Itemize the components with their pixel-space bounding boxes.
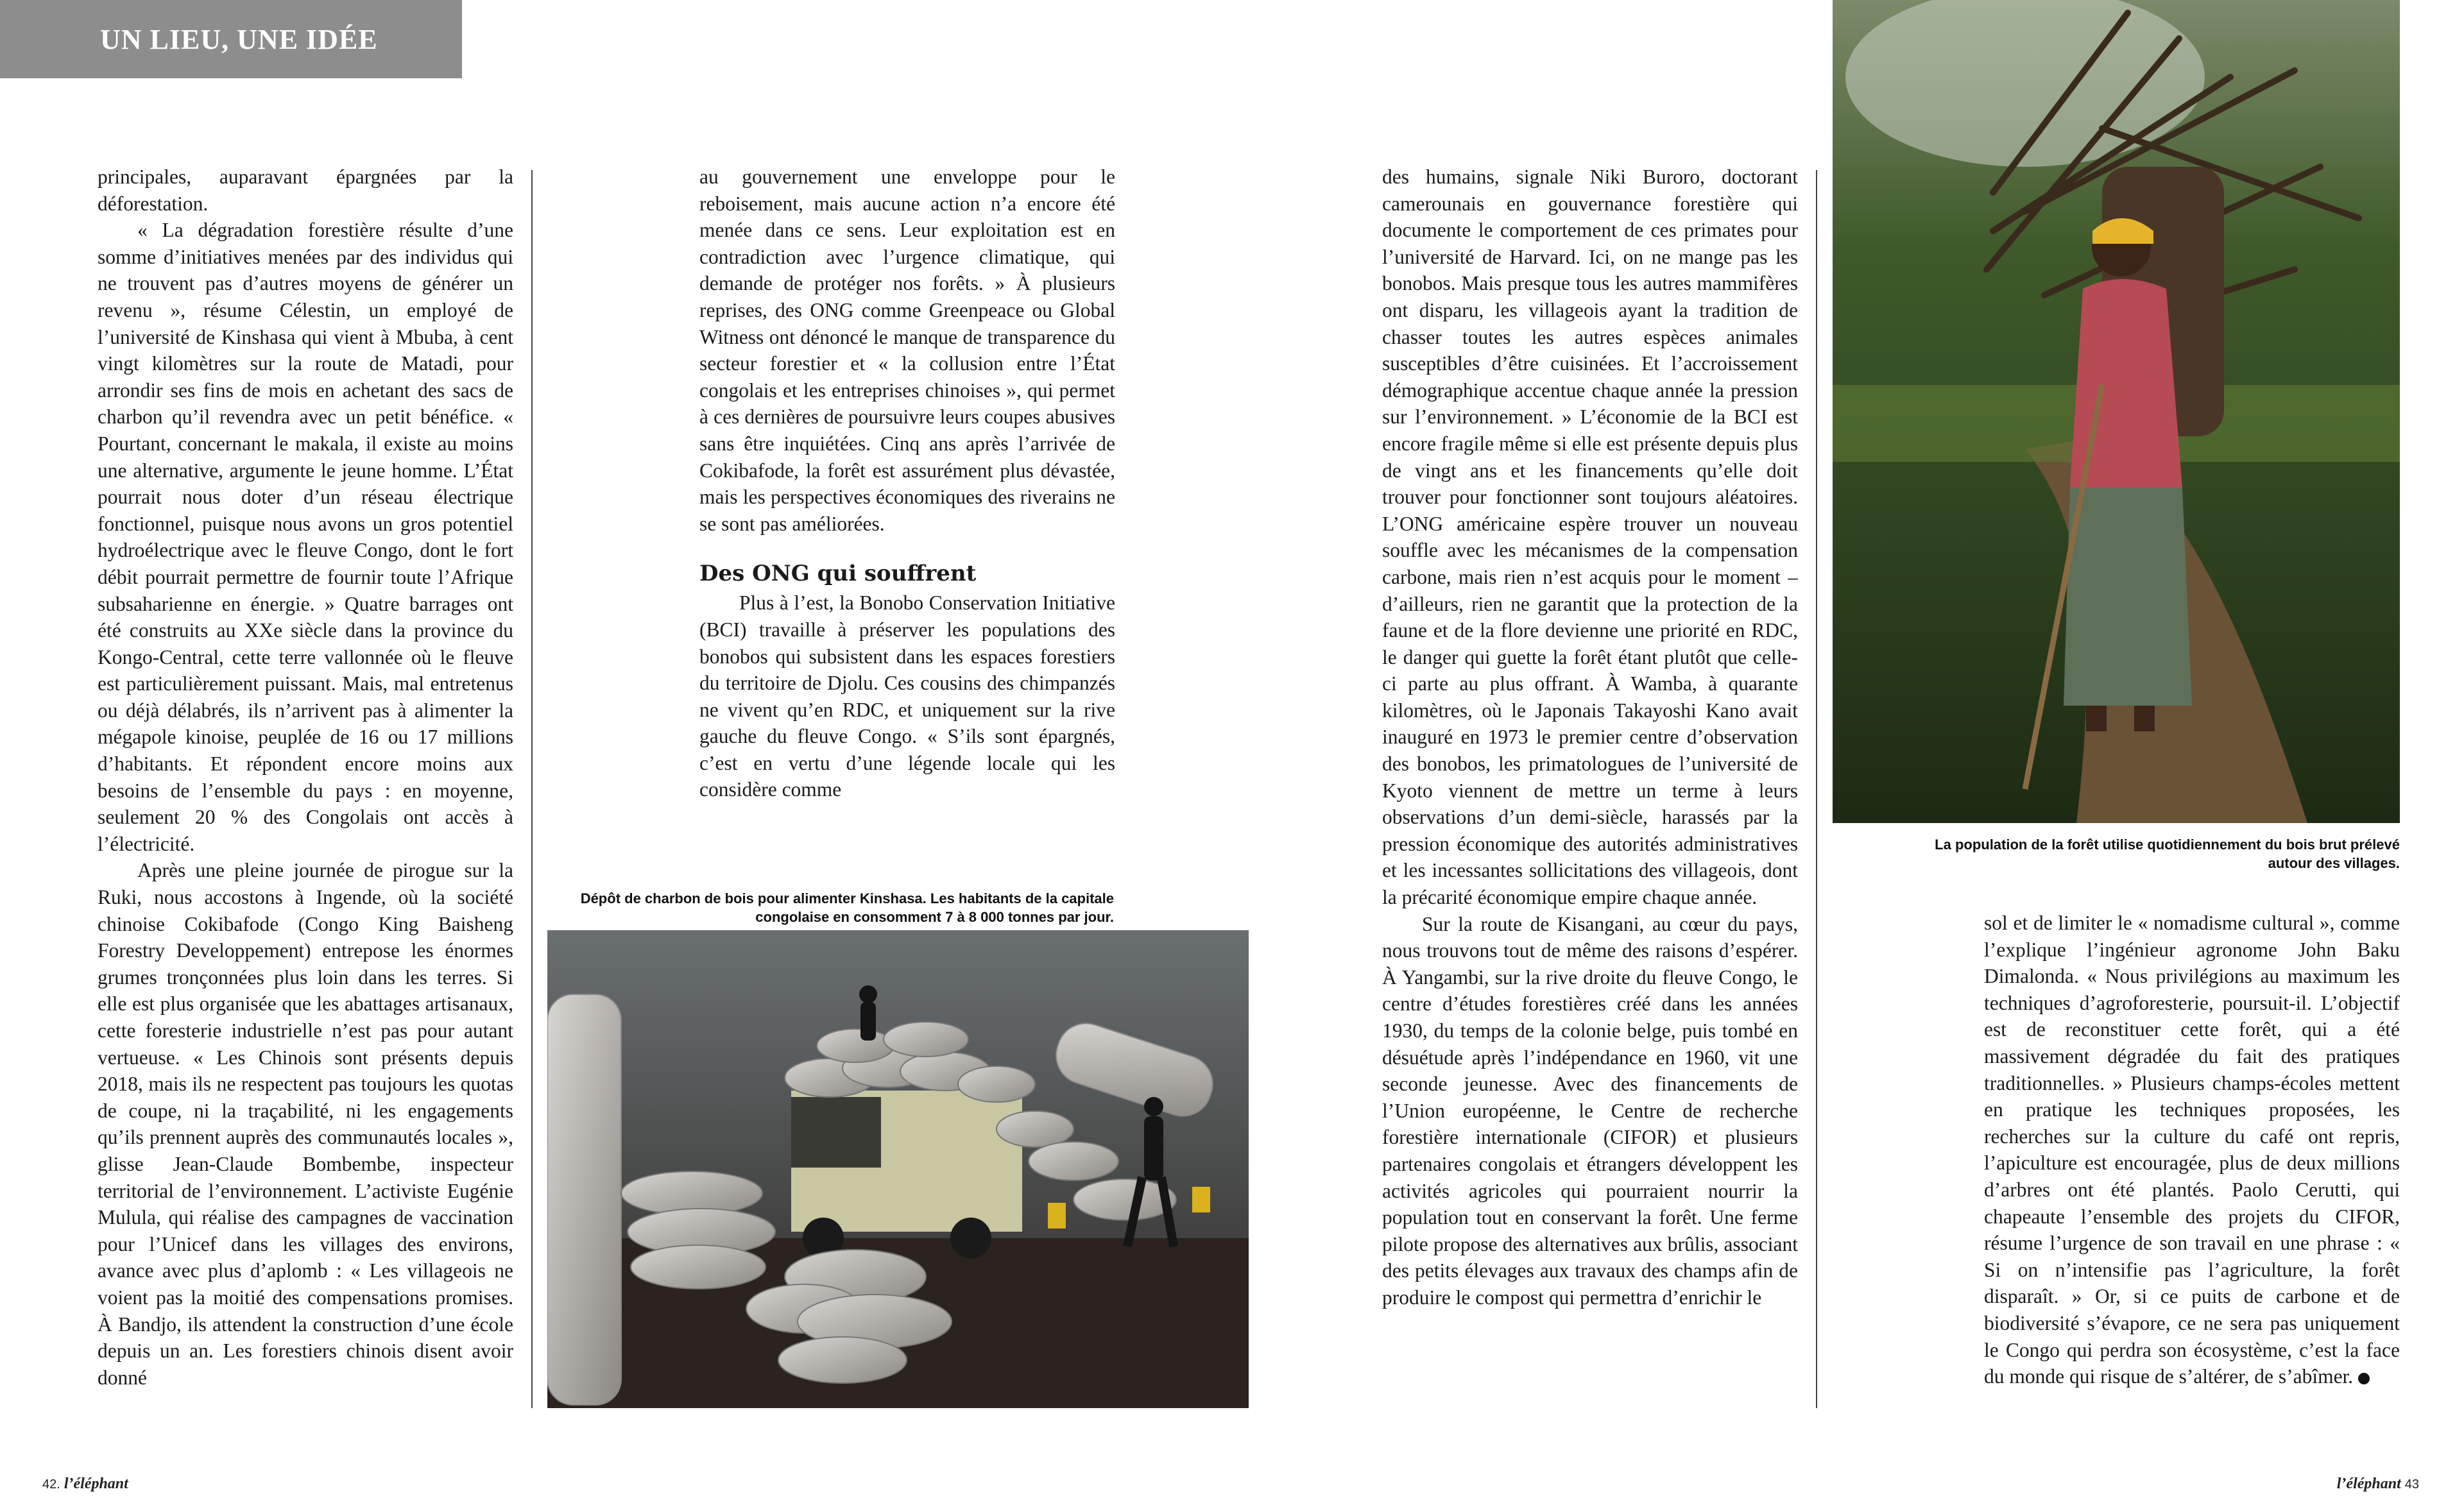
- article-column-1: [98, 164, 513, 1415]
- article-column-4: [1984, 910, 2400, 1416]
- charcoal-depot-image: [547, 930, 1249, 1408]
- end-of-article-bullet: [2358, 1373, 2370, 1384]
- paragraph: « La dégradation forestière résulte d’une somme d’initiatives menées par des individus qui ne trouvent pas d’autres moyens de générer un revenu », résume Célestin, un employé de l’université de Kinshasa qui vient à Mbuba, à cent vingt kilomètres sur la route de Matadi, pour arrondir ses fins de mois en achetant des sacs de charbon qu’il revendra avec un petit bénéfice. « Pourtant, concernant le makala, il existe au moins une alternative, argumente le jeune homme. L’État pourrait nous doter d’un réseau électrique fonctionnel, puisque nous avons un gros potentiel hydroélectrique avec le fleuve Congo, dont le fort débit pourrait permettre de fournir toute l’Afrique subsaharienne en énergie. » Quatre barrages ont été construits au XXe siècle dans la province du Kongo-Central, cette terre vallonnée où le fleuve est particulièrement puissant. Mais, mal entretenus ou déjà délabrés, ils n’arrivent pas à alimenter la mégapole kinoise, peuplée de 16 ou 17 millions d’habitants. Et répondent encore moins aux besoins de l’ensemble du pays : en moyenne, seulement 20 % des Congolais ont accès à l’électricité.: [98, 219, 513, 855]
- brand-logo-left: l’éléphant: [64, 1475, 128, 1492]
- photo-caption-woman: La population de la forêt utilise quotidiennement du bois brut prélevé autour des villages.: [1935, 837, 2400, 871]
- folio-right: [2337, 1475, 2419, 1493]
- folio-left: [42, 1475, 128, 1493]
- section-tag: UN LIEU, UNE IDÉE: [0, 0, 462, 78]
- paragraph: principales, auparavant épargnées par la déforestation.: [98, 166, 513, 215]
- photo-woman-carrying-wood: [1833, 0, 2400, 823]
- paragraph: sol et de limiter le « nomadisme cultural », comme l’explique l’ingénieur agronome John Baku Dimalonda. « Nous privilégions au maximum les techniques d’agroforesterie, poursuit-il. L’objectif est de reconstituer cette forêt, qui a été massivement dégradée du fait des pratiques traditionnelles. » Plusieurs champs-écoles mettent en pratique les techniques proposées, les recherches sur la culture du café ont repris, l’apiculture est encouragée, plus de deux millions d’arbres ont été plantés. Paolo Cerutti, qui chapeaute l’ensemble des projets du CIFOR, résume l’urgence de son travail en une phrase : « Si on n’intensifie pas l’agriculture, la forêt disparaît. » Or, si ce puits de carbone et de biodiversité s’évapore, ce ne sera pas uniquement le Congo qui perdra son écosystème, c’est la face du monde qui risque de s’altérer, de s’abîmer.: [1984, 912, 2400, 1388]
- column-divider: [531, 170, 533, 1408]
- article-column-3: [1382, 164, 1798, 1415]
- brand-logo-right: l’éléphant: [2336, 1475, 2401, 1492]
- photo-caption-charcoal: Dépôt de charbon de bois pour alimenter Kinshasa. Les habitants de la capitale congolaise en consomment 7 à 8 000 tonnes par jour.: [580, 890, 1114, 925]
- page-number-right: 43: [2404, 1477, 2419, 1492]
- article-column-2: [699, 164, 1115, 837]
- column-divider: [1816, 170, 1817, 1408]
- woman-carrying-wood-image: [1833, 0, 2400, 823]
- page-number-left: 42.: [42, 1477, 60, 1492]
- paragraph: au gouvernement une enveloppe pour le reboisement, mais aucune action n’a encore été menée dans ce sens. Leur exploitation est en contradiction avec l’urgence climatique, qui demande de protéger nos forêts. » À plusieurs reprises, des ONG comme Greenpeace ou Global Witness ont dénoncé le manque de transparence du secteur forestier et « la collusion entre l’État congolais et les entreprises chinoises », qui permet à ces dernières de poursuivre leurs coupes abusives sans être inquiétées. Cinq ans après l’arrivée de Cokibafode, la forêt est assurément plus dévastée, mais les perspectives économiques des riverains ne se sont pas améliorées.: [699, 166, 1115, 535]
- paragraph: Après une pleine journée de pirogue sur la Ruki, nous accostons à Ingende, où la société chinoise Cokibafode (Congo King Baisheng Forestry Developpement) entrepose les énormes grumes tronçonnées plus loin dans les terres. Si elle est plus organisée que les abattages artisanaux, cette foresterie industrielle n’est pas pour autant vertueuse. « Les Chinois sont présents depuis 2018, mais ils ne respectent pas toujours les quotas de coupe, ni la traçabilité, ni les engagements qu’ils prennent auprès des communautés locales », glisse Jean-Claude Bombembe, inspecteur territorial de l’environnement. L’activiste Eugénie Mulula, qui réalise des campagnes de vaccination pour l’Unicef dans les villages des environs, avance avec plus d’aplomb : « Les villageois ne voient pas la moitié des compensations promises. À Bandjo, ils attendent la construction d’une école depuis un an. Les forestiers chinois disent avoir donné: [98, 859, 513, 1389]
- paragraph: des humains, signale Niki Buroro, doctorant camerounais en gouvernance forestière qui documente le comportement de ces primates pour l’université de Harvard. Ici, on ne mange pas les bonobos. Mais presque tous les autres mammifères ont disparu, les villageois ayant la tradition de chasser toutes les autres espèces animales susceptibles d’être cuisinées. Et l’accroissement démographique accentue chaque année la pression sur l’environnement. » L’économie de la BCI est encore fragile même si elle est présente depuis plus de vingt ans et les financements qu’elle doit trouver pour fonctionner sont toujours aléatoires. L’ONG américaine espère trouver un nouveau souffle avec les mécanismes de la compensation carbone, mais rien n’est acquis pour le moment – d’ailleurs, rien ne garantit que la protection de la faune et de la flore devienne une priorité en RDC, le danger qui guette la forêt étant plutôt que celle-ci parte au plus offrant. À Wamba, à quarante kilomètres, où le Japonais Takayoshi Kano avait inauguré en 1973 le premier centre d’observation des bonobos, les primatologues de l’université de Kyoto viennent de mettre un terme à leurs observations d’un demi-siècle, harassés par la pression économique des autorités administratives et les incessantes sollicitations des villageois, dont la précarité économique empire chaque année.: [1382, 166, 1798, 909]
- paragraph: Sur la route de Kisangani, au cœur du pays, nous trouvons tout de même des raisons d’espérer. À Yangambi, sur la rive droite du fleuve Congo, le centre d’études forestières créé dans les années 1930, du temps de la colonie belge, puis tombé en désuétude après l’indépendance en 1960, vit une seconde jeunesse. Avec des financements de l’Union européenne, le Centre de recherche forestière internationale (CIFOR) et plusieurs partenaires congolais et étrangers développent les activités agricoles qui pourraient nourrir la population tout en conservant la forêt. Une ferme pilote propose des alternatives aux brûlis, associant des petits élevages aux travaux des champs afin de produire le compost qui permettra d’enrichir le: [1382, 912, 1798, 1309]
- paragraph: Plus à l’est, la Bonobo Conservation Initiative (BCI) travaille à préserver les populations des bonobos qui subsistent dans les espaces forestiers du territoire de Djolu. Ces cousins des chimpanzés ne vivent qu’en RDC, et uniquement sur la rive gauche du fleuve Congo. « S’ils sont épargnés, c’est en vertu d’une légende locale qui les considère comme: [699, 591, 1115, 801]
- subheading: Des ONG qui souffrent: [699, 561, 977, 587]
- photo-charcoal-depot: [547, 930, 1249, 1408]
